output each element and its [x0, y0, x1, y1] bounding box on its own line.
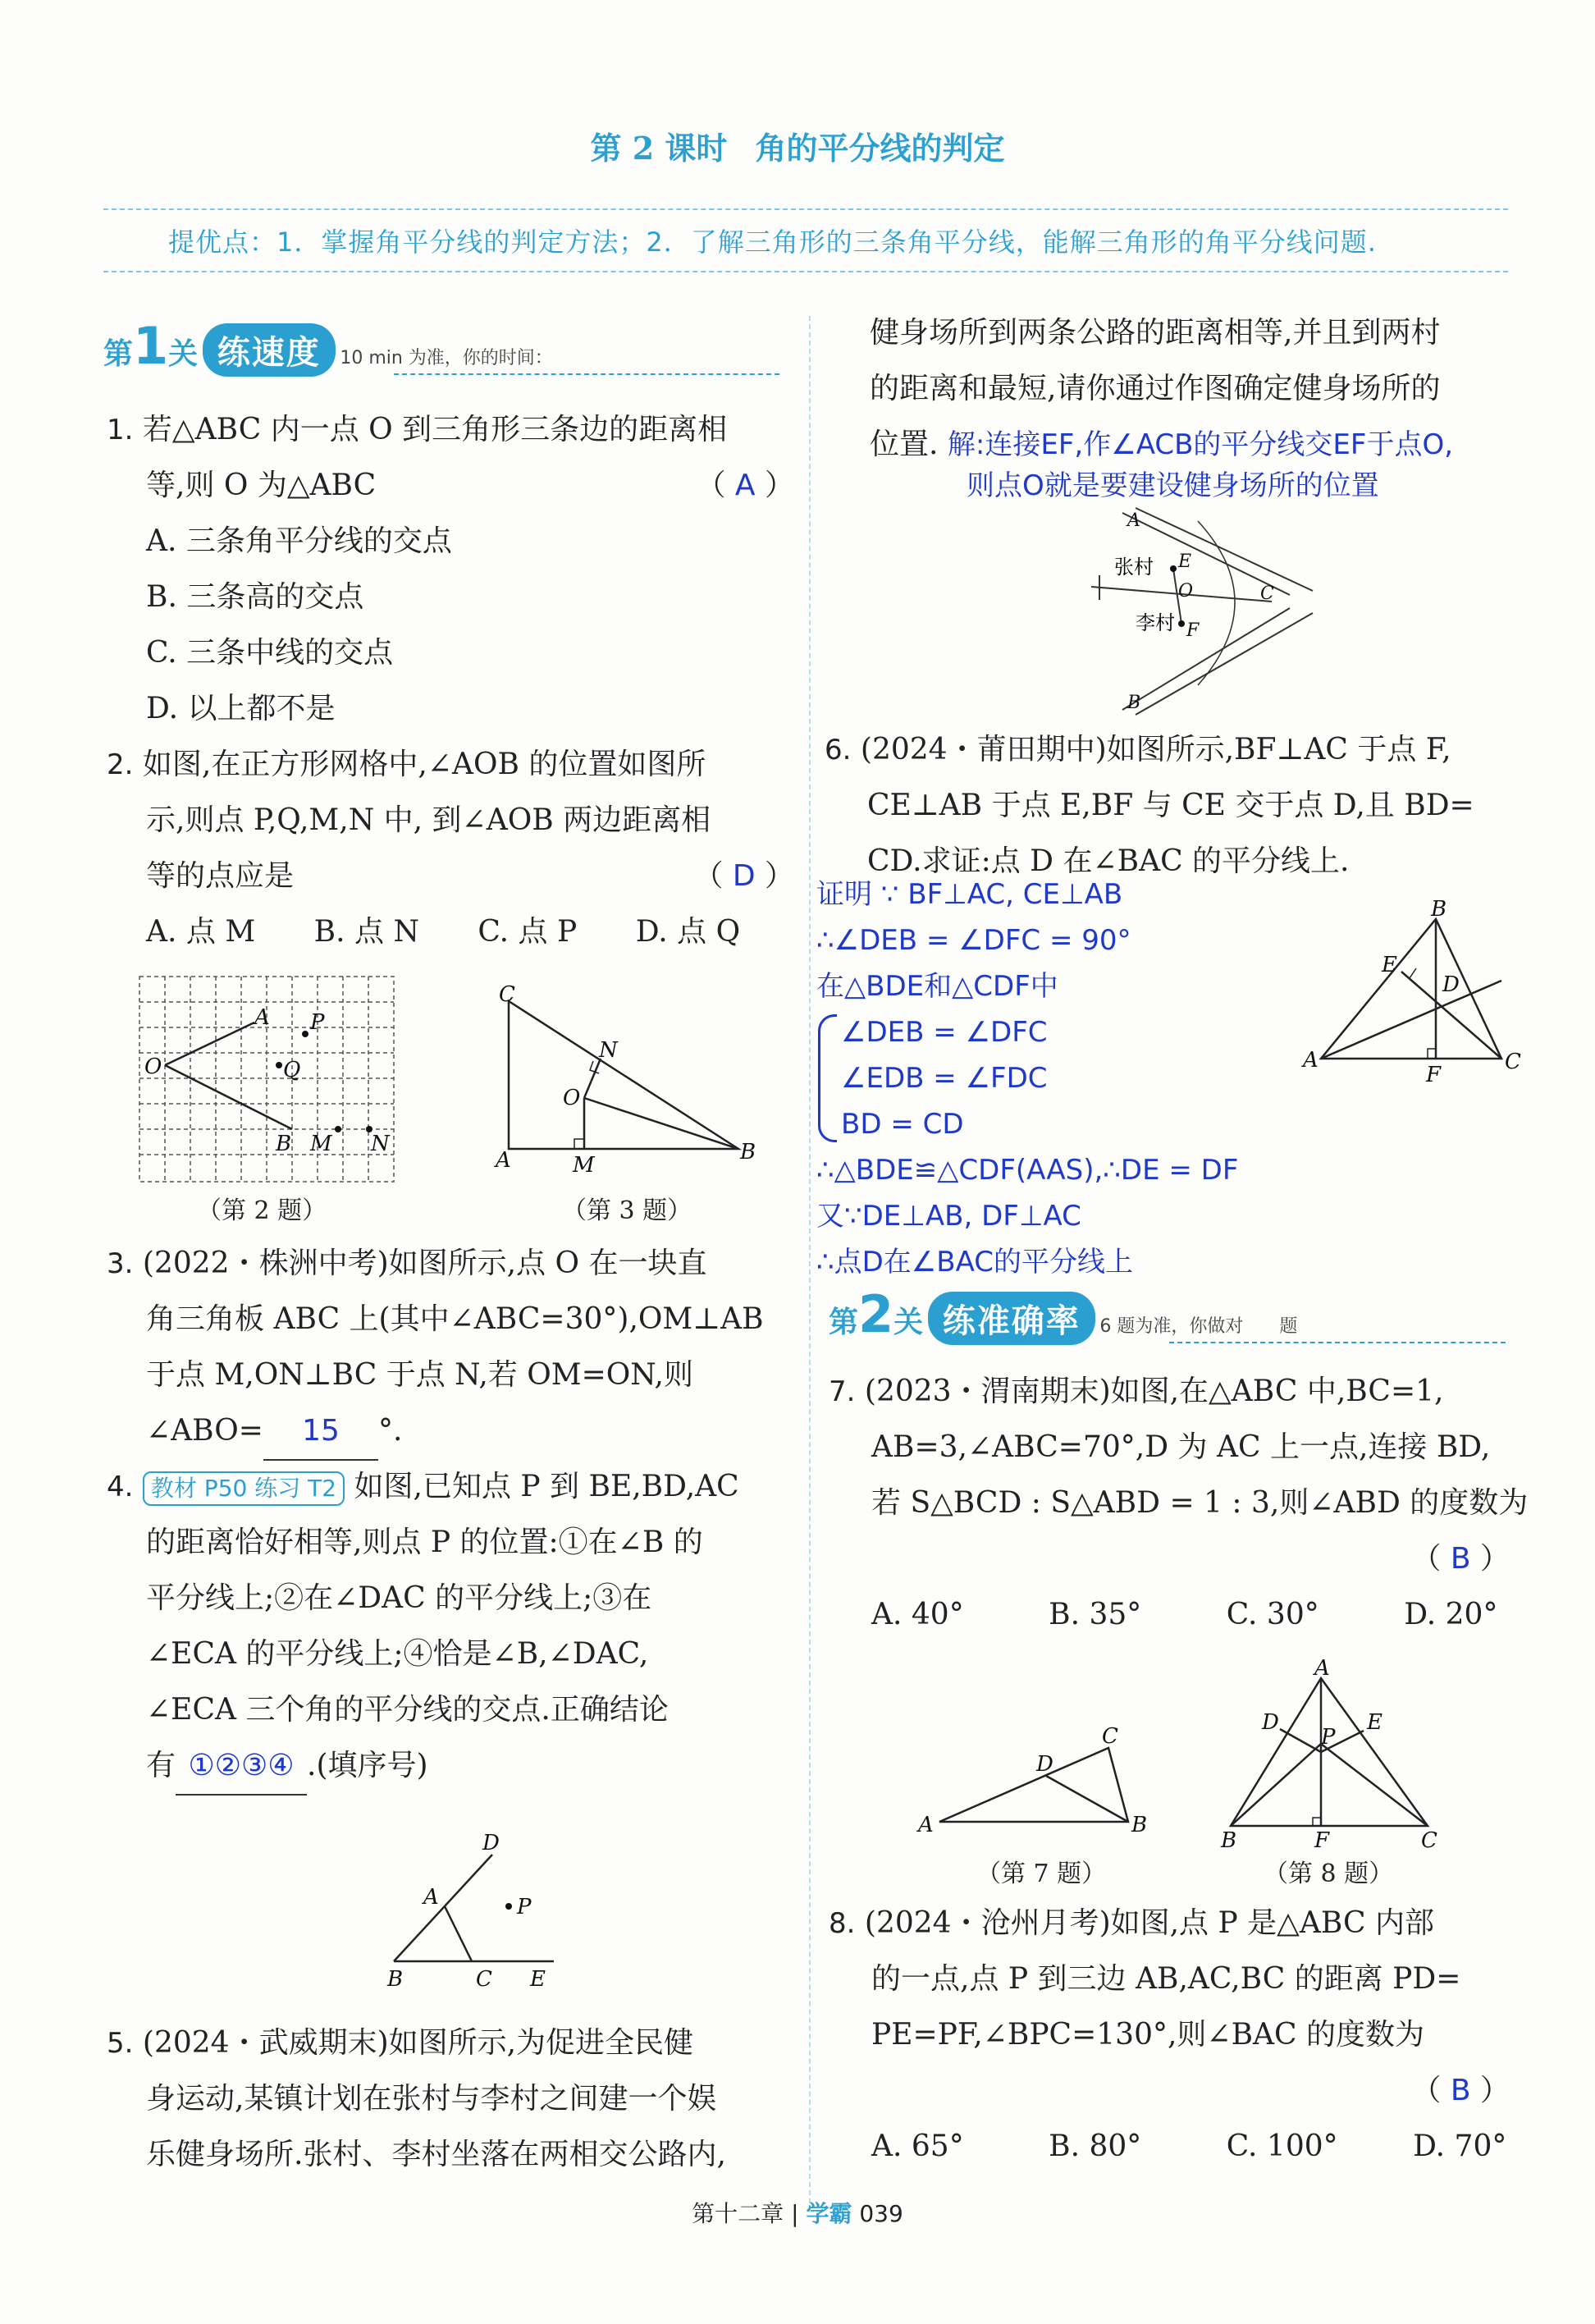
svg-text:O: O: [563, 1086, 581, 1110]
label-li-village: 李村: [1136, 611, 1175, 634]
section-1-hint: 10 min 为准，你的时间：: [340, 348, 553, 368]
q2-option-b: B. 点 N: [313, 915, 419, 949]
q8-answer: B: [1450, 2074, 1471, 2107]
q2-answer: D: [732, 859, 756, 893]
section-1-pill: 练速度: [203, 323, 336, 377]
svg-text:E: E: [1382, 953, 1397, 977]
svg-text:C: C: [1102, 1724, 1118, 1749]
q8-option-a: A. 65°: [871, 2130, 964, 2163]
svg-text:B: B: [1221, 1828, 1237, 1853]
q5-solution-2: 则点O就是要建设健身场所的位置: [967, 469, 1379, 502]
question-1: 1. 若△ABC 内一点 O 到三角形三条边的距离相 等,则 O 为△ABC （ A ） A. 三条角平分线的交点 B. 三条高的交点 C. 三条中线的交点 D. 以上都不是: [107, 402, 794, 737]
q2-option-c: C. 点 P: [478, 915, 578, 949]
svg-text:A: A: [1303, 1048, 1319, 1073]
figure-7-caption: （第 7 题）: [976, 1860, 1107, 1888]
q7-option-c: C. 30°: [1226, 1598, 1319, 1631]
svg-text:D: D: [1262, 1710, 1279, 1735]
q1-answer: A: [734, 469, 756, 502]
svg-text:B: B: [1431, 897, 1447, 922]
svg-text:E: E: [1178, 551, 1192, 572]
page-footer: [0, 2196, 1595, 2229]
question-5-continued: 健身场所到两条公路的距离相等,并且到两村 的距离和最短,请你通过作图确定健身场所的 位置. 解:连接EF,作∠ACB的平分线交EF于点O, 则点O就是要建设健身场所的位置: [870, 305, 1453, 509]
q1-option-a: A. 三条角平分线的交点: [146, 524, 452, 558]
divider-bottom: [103, 271, 1508, 272]
svg-text:P: P: [310, 1010, 325, 1035]
figure-8-caption: （第 8 题）: [1264, 1860, 1394, 1888]
q7-answer: B: [1450, 1542, 1471, 1576]
footer-page-number: 039: [859, 2200, 903, 2227]
column-separator: [809, 316, 811, 2203]
q7-option-a: A. 40°: [871, 1598, 964, 1631]
q2-option-a: A. 点 M: [146, 915, 256, 949]
svg-text:C: C: [1260, 583, 1274, 604]
svg-text:E: E: [1367, 1710, 1382, 1735]
svg-text:N: N: [371, 1132, 390, 1156]
svg-text:B: B: [276, 1132, 292, 1156]
question-4: 4. 教材 P50 练习 T2 如图,已知点 P 到 BE,BD,AC 的距离恰好相等,则点 P 的位置:①在∠B 的 平分线上;②在∠DAC 的平分线上;③在 ∠ECA 的平分线上;④恰是∠B,∠DAC, ∠ECA 三个角的平分线的交点.正确结论 有 ①②③④ .(填序号): [107, 1459, 739, 1796]
figure-4: [377, 1822, 574, 1994]
lesson-topic: 角的平分线的判定: [755, 130, 1005, 167]
tip-line: 提优点：1．掌握角平分线的判定方法；2．了解三角形的三条角平分线，能解三角形的角平分线问题.: [168, 226, 1377, 258]
question-7: 7. (2023・渭南期末)如图,在△ABC 中,BC=1, AB=3,∠ABC=70°,D 为 AC 上一点,连接 BD, 若 S△BCD : S△ABD = 1 : 3,则∠ABD 的度数为 （ B ） A. 40° B. 35° C. 30° D. 20°: [829, 1375, 1529, 1631]
svg-text:P: P: [517, 1895, 532, 1919]
svg-text:A: A: [496, 1148, 511, 1173]
q7-option-d: D. 20°: [1404, 1598, 1498, 1631]
svg-text:B: B: [1131, 1813, 1148, 1837]
svg-text:A: A: [1314, 1656, 1330, 1681]
footer-brand: 学霸: [806, 2200, 852, 2227]
section-2-hint: 6 题为准，你做对 题: [1099, 1316, 1298, 1337]
question-2: 2. 如图,在正方形网格中,∠AOB 的位置如图所 示,则点 P,Q,M,N 中, 到∠AOB 两边距离相 等的点应是 （ D ） A. 点 M B. 点 N C. 点 P D. 点 Q: [107, 748, 794, 949]
divider-top: [103, 208, 1508, 210]
section-2-pill: 练准确率: [928, 1292, 1095, 1345]
figure-3-triangle: [484, 982, 763, 1182]
svg-text:F: F: [1426, 1063, 1442, 1087]
textbook-tag: 教材 P50 练习 T2: [143, 1471, 345, 1506]
svg-text:P: P: [1321, 1725, 1336, 1750]
q4-answer: ①②③④: [188, 1749, 295, 1782]
figure-7-triangle: [915, 1723, 1161, 1846]
svg-text:B: B: [1127, 693, 1141, 713]
svg-text:D: D: [482, 1831, 500, 1855]
question-5: 5. (2024・武威期末)如图所示,为促进全民健 身运动,某镇计划在张村与李村之间建一个娱 乐健身场所.张村、李村坐落在两相交公路内,: [107, 2026, 726, 2171]
svg-text:M: M: [573, 1153, 595, 1178]
q6-proof: 证明 ∵ BF⊥AC, CE⊥AB ∴∠DEB = ∠DFC = 90° 在△BDE和△CDF中 ∠DEB = ∠DFC ∠EDB = ∠FDC BD = CD ∴△BDE≌△CDF(AAS),∴DE = DF 又∵DE⊥AB, DF⊥AC ∴点D在∠BAC的平分线上: [816, 878, 1239, 1279]
svg-text:O: O: [144, 1054, 162, 1079]
section-1-rule: [394, 373, 779, 375]
figure-6-triangle: [1296, 897, 1521, 1091]
q7-option-b: B. 35°: [1049, 1598, 1142, 1631]
point-q: [276, 1062, 282, 1068]
question-8: 8. (2024・沧州月考)如图,点 P 是△ABC 内部 的一点,点 P 到三边 AB,AC,BC 的距离 PD= PE=PF,∠BPC=130°,则∠BAC 的度数为 （ B ） A. 65° B. 80° C. 100° D. 70°: [829, 1906, 1510, 2163]
q8-option-c: C. 100°: [1226, 2130, 1338, 2163]
figure-2-caption: （第 2 题）: [197, 1196, 327, 1225]
svg-text:A: A: [254, 1005, 270, 1030]
question-6: 6. (2024・莆田期中)如图所示,BF⊥AC 于点 F, CE⊥AB 于点 E,BF 与 CE 交于点 D,且 BD= CD.求证:点 D 在∠BAC 的平分线上.: [825, 733, 1474, 878]
q1-option-b: B. 三条高的交点: [146, 580, 364, 614]
q3-answer: 15: [302, 1414, 340, 1448]
proof-brace: [818, 1014, 837, 1142]
section-2-rule: [1169, 1342, 1506, 1343]
svg-text:M: M: [310, 1132, 332, 1156]
svg-text:O: O: [1178, 581, 1194, 602]
svg-text:C: C: [1505, 1050, 1521, 1074]
svg-text:B: B: [740, 1140, 756, 1164]
figure-8-triangle: [1206, 1656, 1452, 1853]
svg-text:A: A: [1127, 510, 1140, 531]
section-2-header: 第2关 练准确率 6 题为准，你做对 题: [829, 1284, 1298, 1344]
q2-option-d: D. 点 Q: [635, 915, 741, 949]
point-m: [335, 1126, 341, 1132]
svg-text:C: C: [499, 982, 515, 1007]
point-p: [302, 1031, 308, 1037]
svg-text:F: F: [1314, 1828, 1330, 1853]
figure-5-roads: [1083, 505, 1329, 718]
q8-option-d: D. 70°: [1413, 2130, 1507, 2163]
svg-text:F: F: [1186, 620, 1200, 641]
footer-chapter: 第十二章: [692, 2200, 784, 2227]
lesson-label: 第 2 课时: [590, 130, 728, 167]
question-3: 3. (2022・株洲中考)如图所示,点 O 在一块直 角三角板 ABC 上(其中∠ABC=30°),OM⊥AB 于点 M,ON⊥BC 于点 N,若 OM=ON,则 ∠ABO= 15 °.: [107, 1236, 764, 1461]
svg-text:B: B: [387, 1967, 404, 1992]
figure-2-grid: [131, 968, 402, 1190]
page-title: [0, 123, 1595, 168]
q1-option-d: D. 以上都不是: [146, 692, 336, 725]
q8-option-b: B. 80°: [1049, 2130, 1142, 2163]
svg-text:N: N: [599, 1038, 618, 1063]
svg-text:D: D: [1442, 972, 1460, 997]
figure-3-caption: （第 3 题）: [562, 1196, 692, 1225]
svg-text:E: E: [530, 1967, 546, 1992]
svg-text:A: A: [918, 1813, 934, 1837]
svg-text:A: A: [423, 1885, 439, 1910]
svg-text:D: D: [1036, 1752, 1053, 1777]
label-zhang-village: 张村: [1114, 556, 1154, 579]
q1-option-c: C. 三条中线的交点: [146, 636, 394, 670]
section-1-header: 第1关 练速度 10 min 为准，你的时间：: [103, 316, 553, 376]
svg-text:Q: Q: [283, 1058, 301, 1082]
svg-text:C: C: [476, 1967, 492, 1992]
svg-text:C: C: [1421, 1828, 1437, 1853]
q5-solution-1: 解:连接EF,作∠ACB的平分线交EF于点O,: [947, 428, 1454, 461]
footer-separator: |: [791, 2200, 799, 2227]
